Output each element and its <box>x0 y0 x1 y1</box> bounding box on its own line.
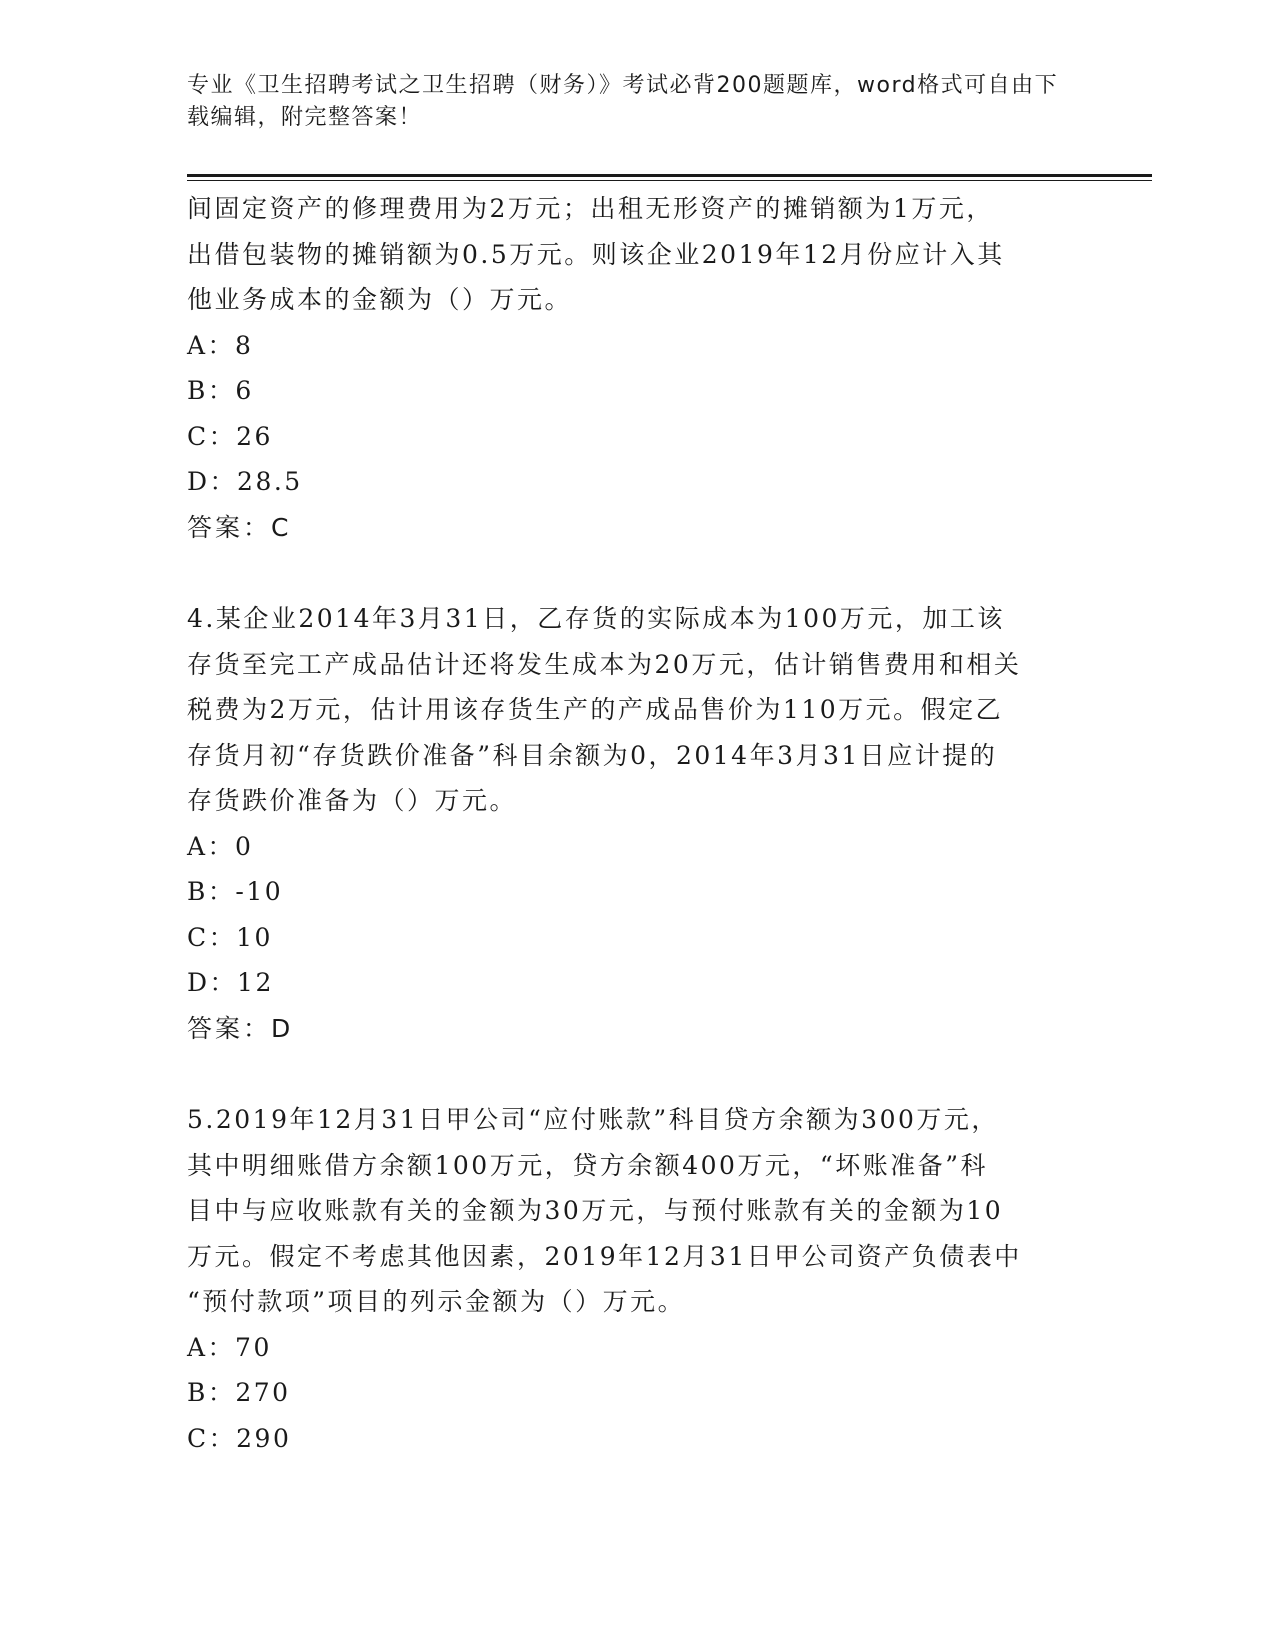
question-text-line: 税费为2万元，估计用该存货生产的产成品售价为110万元。假定乙 <box>187 695 1004 724</box>
question-3 <box>187 186 1087 550</box>
answer: 答案：D <box>187 1013 294 1043</box>
header-divider-thin <box>187 180 1152 181</box>
option-a: A：8 <box>187 330 254 360</box>
option-b: B：-10 <box>187 877 284 906</box>
header-divider-thick <box>187 174 1152 177</box>
question-text-line: 万元。假定不考虑其他因素，2019年12月31日甲公司资产负债表中 <box>187 1241 1022 1271</box>
question-text-line: 5.2019年12月31日甲公司“应付账款”科目贷方余额为300万元， <box>187 1105 999 1134</box>
document-header <box>187 70 1067 134</box>
question-spacer <box>187 1051 1087 1097</box>
option-b: B：6 <box>187 376 254 405</box>
question-5 <box>187 1097 1087 1461</box>
question-spacer <box>187 550 1087 596</box>
header-title: 专业《卫生招聘考试之卫生招聘（财务）》考试必背200题题库，word格式可自由下载编辑，附完整答案！ <box>187 73 1059 130</box>
question-text-line: 存货至完工产成品估计还将发生成本为20万元，估计销售费用和相关 <box>187 649 1022 679</box>
document-body <box>187 186 1087 1461</box>
question-text-line: 间固定资产的修理费用为2万元；出租无形资产的摊销额为1万元， <box>187 194 994 223</box>
option-c: C：290 <box>187 1423 292 1453</box>
option-a: A：70 <box>187 1332 272 1362</box>
question-text-line: 4.某企业2014年3月31日，乙存货的实际成本为100万元，加工该 <box>187 604 1005 633</box>
question-text-line: 目中与应收账款有关的金额为30万元，与预付账款有关的金额为10 <box>187 1196 1004 1225</box>
question-text-line: 存货月初“存货跌价准备”科目余额为0，2014年3月31日应计提的 <box>187 740 998 770</box>
option-d: D：28.5 <box>187 467 303 496</box>
option-a: A：0 <box>187 831 254 861</box>
question-text-line: 其中明细账借方余额100万元，贷方余额400万元，“坏账准备”科 <box>187 1150 988 1180</box>
option-c: C：26 <box>187 421 273 451</box>
question-text-line: 他业务成本的金额为（）万元。 <box>187 285 573 314</box>
question-4 <box>187 596 1087 1051</box>
answer: 答案：C <box>187 512 292 542</box>
option-b: B：270 <box>187 1378 291 1407</box>
question-text-line: “预付款项”项目的列示金额为（）万元。 <box>187 1287 686 1316</box>
question-text-line: 出借包装物的摊销额为0.5万元。则该企业2019年12月份应计入其 <box>187 239 1005 269</box>
option-d: D：12 <box>187 968 274 997</box>
question-text-line: 存货跌价准备为（）万元。 <box>187 786 518 815</box>
option-c: C：10 <box>187 922 273 952</box>
